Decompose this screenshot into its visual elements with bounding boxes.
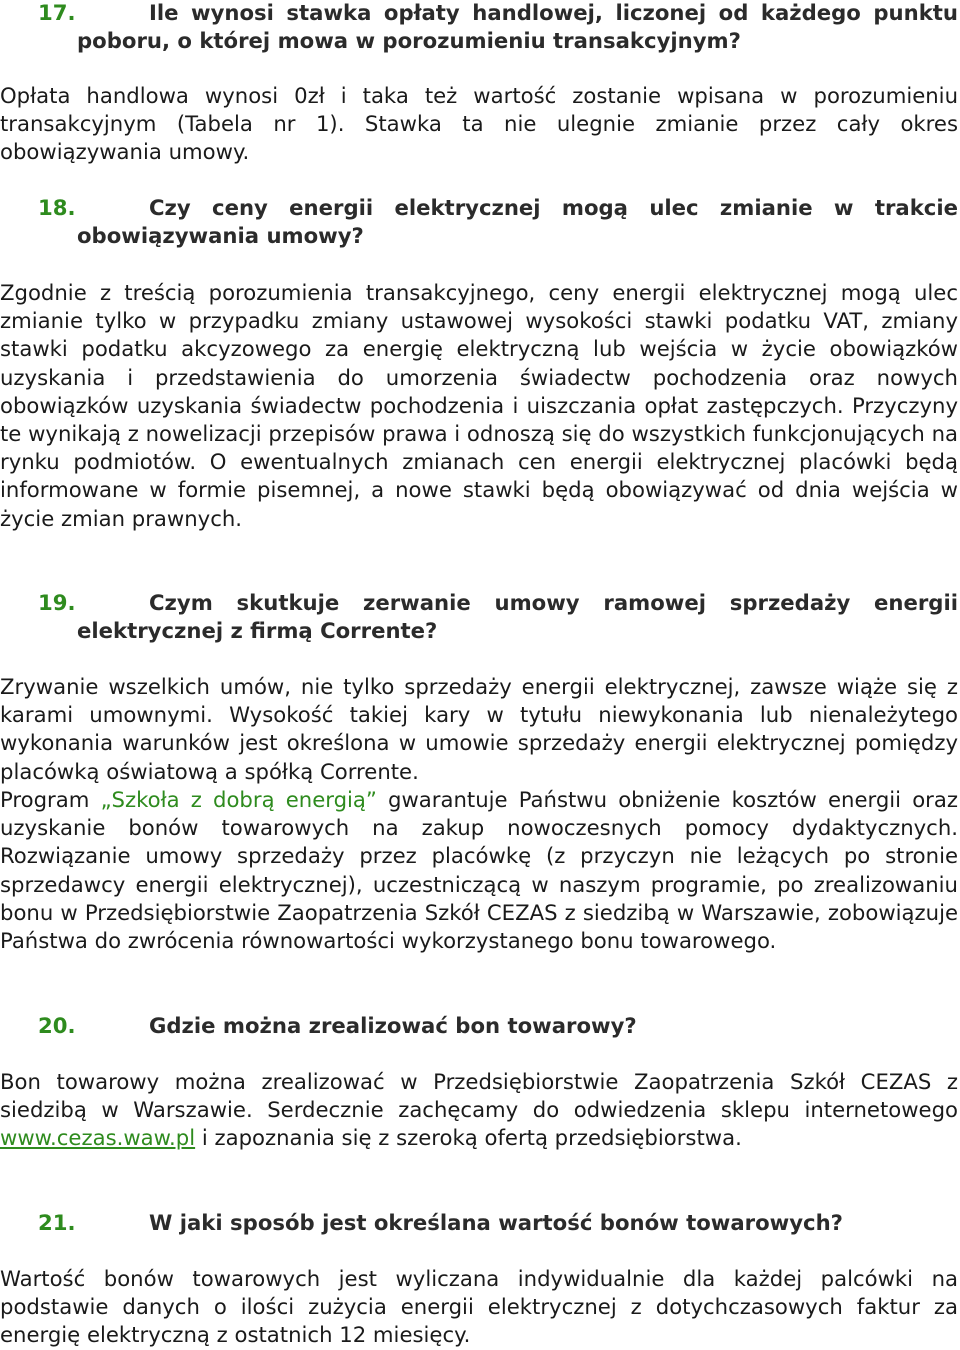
program-paragraph (0, 786, 958, 955)
question-number: 21. (38, 1210, 76, 1235)
question-number: 17. (38, 0, 76, 25)
question-number: 19. (38, 590, 76, 615)
cezas-website-link[interactable]: www.cezas.waw.pl (0, 1125, 196, 1151)
question-text: Czy ceny energii elektrycznej mogą ulec zmianie w trakcie obowiązywania umowy? (77, 195, 958, 249)
question-text: Czym skutkuje zerwanie umowy ramowej sprzedaży energii elektrycznej z firmą Corrente? (77, 590, 958, 644)
answer-paragraph: Zgodnie z treścią porozumienia transakcyjnego, ceny energii elektrycznej mogą ulec zmianie tylko w przypadku zmiany ustawowej wysokości stawki podatku VAT, zmiany stawki podatku akcyzowego za energię elektryczną lub wejścia w życie obowiązków uzyskania i przedstawienia do umorzenia świadectw pochodzenia oraz nowych obowiązków uzyskania świadectw pochodzenia i uiszczania opłat zastępczych. Przyczyny te wynikają z nowelizacji przepisów prawa i odnoszą się do wszystkich funkcjonujących na rynku podmiotów. O ewentualnych zmianach cen energii elektrycznej placówki będą informowane w formie pisemnej, a nowe stawki będą obowiązywać od dnia wejścia w życie zmian prawnych. (0, 280, 959, 531)
question-number: 20. (38, 1013, 76, 1038)
answer-paragraph (0, 1068, 958, 1153)
answer-text-before: Bon towarowy można zrealizować w Przedsiębiorstwie Zaopatrzenia Szkół CEZAS z siedzibą w Warszawie. Serdecznie zachęcamy do odwiedzenia sklepu internetowego (0, 1069, 958, 1123)
question-heading (0, 0, 958, 55)
answer-paragraph: Wartość bonów towarowych jest wyliczana indywidualnie dla każdej palcówki na podstawie danych o ilości zużycia energii elektrycznej z dotychczasowych faktur za energię elektryczną z ostatnich 12 miesięcy. (0, 1266, 958, 1348)
question-heading (0, 1012, 958, 1040)
question-text: Gdzie można zrealizować bon towarowy? (149, 1013, 637, 1038)
question-number: 18. (38, 195, 76, 220)
program-text-after: gwarantuje Państwu obniżenie kosztów energii oraz uzyskanie bonów towarowych na zakup nowoczesnych pomocy dydaktycznych. Rozwiązanie umowy sprzedaży przez placówkę (z przyczyn nie leżących po stronie sprzedawcy energii elektrycznej), uczestniczącą w naszym programie, po zrealizowaniu bonu w Przedsiębiorstwie Zaopatrzenia Szkół CEZAS z siedzibą w Warszawie, zobowiązuje Państwa do zwrócenia równowartości wykorzystanego bonu towarowego. (0, 787, 958, 954)
question-heading (0, 194, 958, 250)
question-text: W jaki sposób jest określana wartość bonów towarowych? (149, 1210, 843, 1235)
question-heading (0, 589, 958, 645)
question-text: Ile wynosi stawka opłaty handlowej, liczonej od każdego punktu poboru, o której mowa w porozumieniu transakcyjnym? (77, 0, 958, 54)
program-name: „Szkoła z dobrą energią” (100, 787, 377, 812)
answer-paragraph: Opłata handlowa wynosi 0zł i taka też wartość zostanie wpisana w porozumieniu transakcyjnym (Tabela nr 1). Stawka ta nie ulegnie zmianie przez cały okres obowiązywania umowy. (0, 83, 958, 165)
program-text-before: Program (0, 787, 101, 812)
answer-paragraph: Zrywanie wszelkich umów, nie tylko sprzedaży energii elektrycznej, zawsze wiąże się z karami umownymi. Wysokość takiej kary w tytułu niewykonania lub nienależytego wykonania warunków jest określona w umowie sprzedaży energii elektrycznej pomiędzy placówką oświatową a spółką Corrente. (0, 674, 958, 784)
question-heading (0, 1209, 958, 1237)
answer-text-after: i zapoznania się z szeroką ofertą przedsiębiorstwa. (195, 1125, 742, 1151)
